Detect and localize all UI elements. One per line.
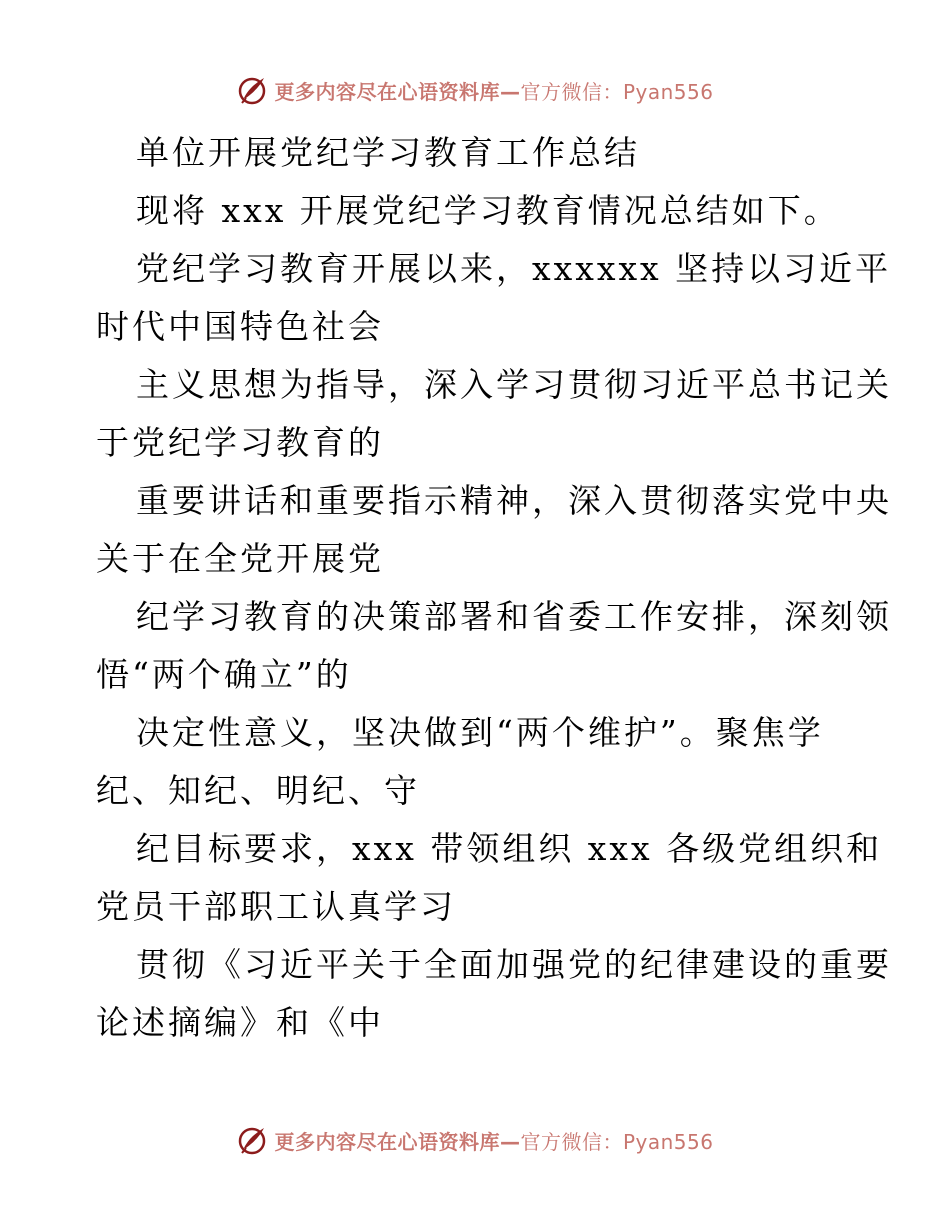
doc-line-13: 纪目标要求，xxx 带领组织 xxx 各级党组织和 [136, 829, 883, 868]
doc-line-16: 论述摘编》和《中 [96, 1003, 384, 1042]
watermark-dash: — [499, 1129, 521, 1154]
doc-line-1: 单位开展党纪学习教育工作总结 [136, 133, 640, 172]
doc-line-3: 党纪学习教育开展以来，xxxxxx 坚持以习近平 [136, 249, 892, 288]
watermark-text [274, 1126, 713, 1155]
doc-line-9: 纪学习教育的决策部署和省委工作安排，深刻领 [136, 597, 892, 636]
header-watermark-inner [236, 74, 713, 106]
header-watermark [0, 70, 950, 110]
doc-line-15: 贯彻《习近平关于全面加强党的纪律建设的重要 [136, 945, 892, 984]
watermark-contact: 官方微信：Pyan556 [520, 79, 714, 104]
doc-line-7: 重要讲话和重要指示精神，深入贯彻落实党中央 [136, 481, 892, 520]
doc-line-14: 党员干部职工认真学习 [96, 887, 456, 926]
document-body [96, 124, 892, 1052]
doc-line-12: 纪、知纪、明纪、守 [96, 771, 420, 810]
doc-line-6: 于党纪学习教育的 [96, 423, 384, 462]
doc-line-4: 时代中国特色社会 [96, 307, 384, 346]
doc-line-5: 主义思想为指导，深入学习贯彻习近平总书记关 [136, 365, 892, 404]
feather-pen-logo-icon [236, 1124, 268, 1156]
watermark-title: 更多内容尽在心语资料库 [274, 79, 500, 104]
doc-line-11: 决定性意义，坚决做到“两个维护”。聚焦学 [136, 713, 824, 752]
doc-line-2: 现将 xxx 开展党纪学习教育情况总结如下。 [136, 191, 840, 230]
watermark-title: 更多内容尽在心语资料库 [274, 1129, 500, 1154]
feather-pen-logo-icon [236, 74, 268, 106]
doc-line-10: 悟“两个确立”的 [96, 655, 352, 694]
watermark-dash: — [499, 79, 521, 104]
doc-line-8: 关于在全党开展党 [96, 539, 384, 578]
footer-watermark [0, 1120, 950, 1160]
footer-watermark-inner [236, 1124, 713, 1156]
watermark-text [274, 76, 713, 105]
watermark-contact: 官方微信：Pyan556 [520, 1129, 714, 1154]
